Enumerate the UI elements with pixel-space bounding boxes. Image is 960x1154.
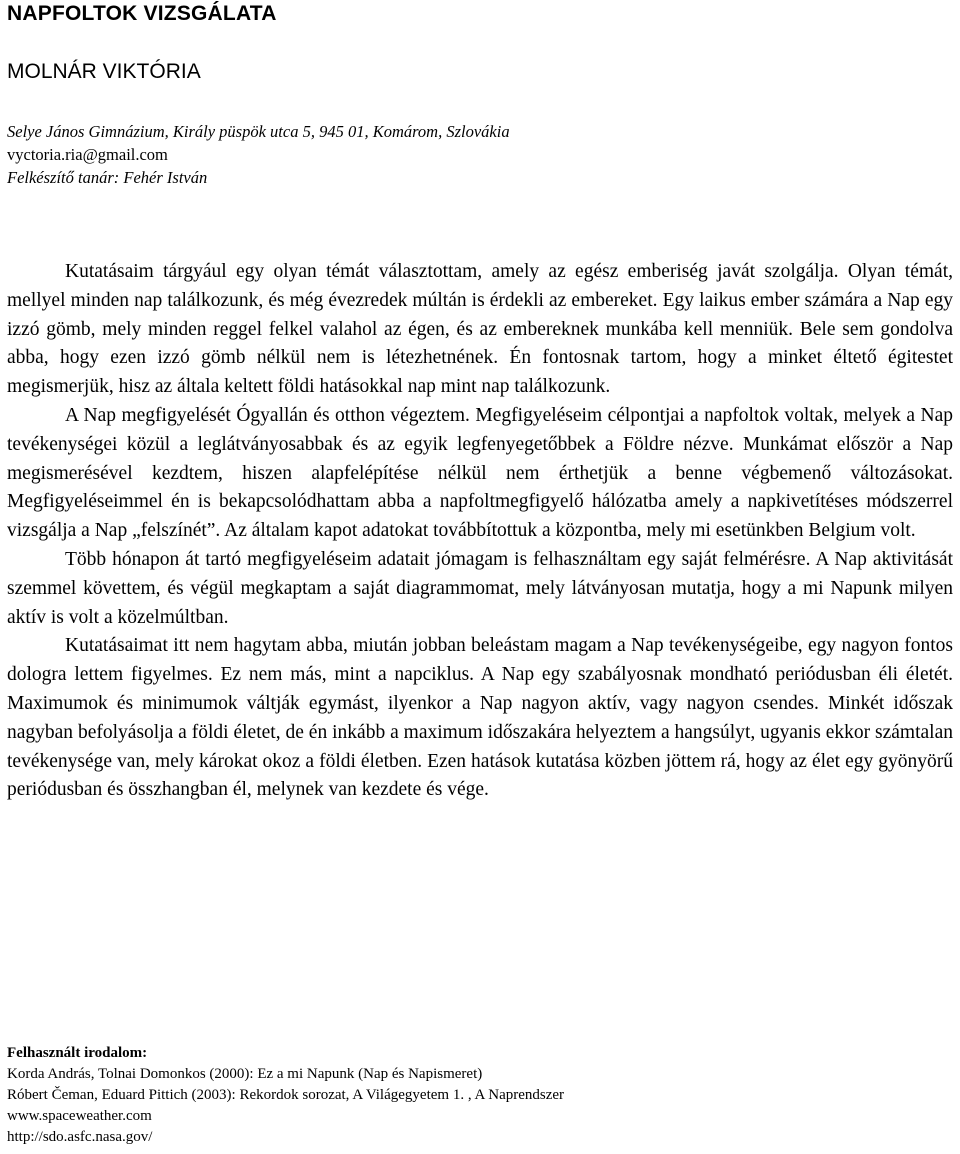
supervisor-line: Felkészítő tanár: Fehér István xyxy=(7,168,208,187)
document-page xyxy=(7,0,953,1154)
body-paragraph: A Nap megfigyelését Ógyallán és otthon végeztem. Megfigyeléseim célpontjai a napfoltok voltak, melyek a Nap tevékenységei közül a leglátványosabbak és az egyik legfenyegetőbbek a Földre nézve. Munkámat először a Nap megismerésével kezdtem, hiszen alapfelépítése nélkül nem érthetjük a benne végbemenő változásokat. Megfigyeléseimmel én is bekapcsolódhattam abba a napfoltmegfigyelő hálózatba amely a napkivetítéses módszerrel vizsgálja a Nap „felszínét”. Az általam kapot adatokat továbbítottuk a központba, mely mi esetünkben Belgium volt. xyxy=(7,404,953,542)
references-section xyxy=(7,1043,564,1148)
abstract-body xyxy=(7,258,953,805)
body-paragraph: Több hónapon át tartó megfigyeléseim adatait jómagam is felhasználtam egy saját felmérésre. A Nap aktivitását szemmel követtem, és végül megkaptam a saját diagrammomat, mely látványosan mutatja, hogy a mi Napunk milyen aktív is volt a közelmúltban. xyxy=(7,548,953,628)
author-name: MOLNÁR VIKTÓRIA xyxy=(7,60,201,83)
reference-link: www.spaceweather.com xyxy=(7,1108,152,1124)
body-paragraph: Kutatásaimat itt nem hagytam abba, miután jobban beleástam magam a Nap tevékenységeibe, egy nagyon fontos dologra lettem figyelmes. Ez nem más, mint a napciklus. A Nap egy szabályosnak mondható periódusban éli életét. Maximumok és minimumok váltják egymást, ilyenkor a Nap nagyon aktív, vagy nagyon csendes. Minkét időszak nagyban befolyásolja a földi életet, de én inkább a maximum időszakára helyeztem a hangsúlyt, ugyanis ekkor számtalan tevékenysége van, mely károkat okoz a földi életben. Ezen hatások kutatása közben jöttem rá, hogy az élet egy gyönyörű periódusban és összhangban él, melynek van kezdete és vége. xyxy=(7,635,953,801)
author-info xyxy=(7,120,510,189)
author-email: vyctoria.ria@gmail.com xyxy=(7,145,168,164)
reference-link: http://sdo.asfc.nasa.gov/ xyxy=(7,1129,153,1145)
body-paragraph: Kutatásaim tárgyául egy olyan témát választottam, amely az egész emberiség javát szolgálja. Olyan témát, mellyel minden nap találkozunk, és még évezredek múltán is érdekli az embereket. Egy laikus ember számára a Nap egy izzó gömb, mely minden reggel felkel valahol az égen, és az embereknek munkába kell menniük. Bele sem gondolva abba, hogy ezen izzó gömb nélkül nem is létezhetnének. Én fontosnak tartom, hogy a minket éltető égitestet megismerjük, hisz az általa keltett földi hatásokkal nap mint nap találkozunk. xyxy=(7,261,953,398)
references-heading: Felhasznált irodalom: xyxy=(7,1045,148,1061)
reference-item: Róbert Čeman, Eduard Pittich (2003): Rekordok sorozat, A Világegyetem 1. , A Naprendszer xyxy=(7,1087,565,1103)
reference-item: Korda András, Tolnai Domonkos (2000): Ez a mi Napunk (Nap és Napismeret) xyxy=(7,1066,483,1082)
document-title: NAPFOLTOK VIZSGÁLATA xyxy=(7,2,277,25)
school-affiliation: Selye János Gimnázium, Király püspök utca 5, 945 01, Komárom, Szlovákia xyxy=(7,122,510,141)
